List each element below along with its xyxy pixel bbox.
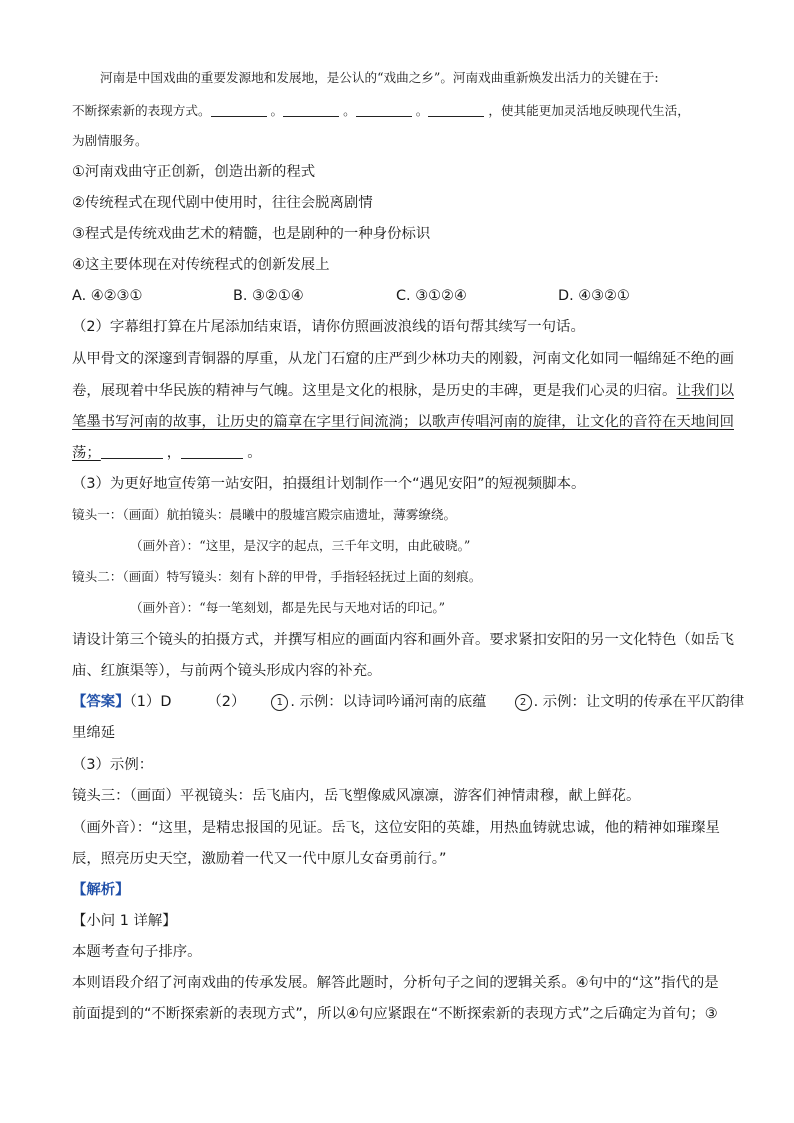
blank-sep-1: 。 — [270, 103, 284, 118]
analysis-line-2: 本则语段介绍了河南戏曲的传承发展。解答此题时，分析句子之间的逻辑关系。④句中的“这”指代的是 — [72, 975, 719, 991]
passage-line-1: 河南是中国戏曲的重要发源地和发展地，是公认的“戏曲之乡”。河南戏曲重新焕发出活力的关键在于: — [100, 70, 659, 85]
q3-shot-1: 镜头一：（画面）航拍镜头：晨曦中的殷墟宫殿宗庙遗址，薄雾缭绕。 — [72, 507, 457, 522]
answer-marker-2: 2 — [515, 694, 532, 711]
blank-sep-3: 。 — [415, 103, 429, 118]
q2-prompt: （2）字幕组打算在片尾添加结束语，请你仿照画波浪线的语句帮其续写一句话。 — [72, 319, 585, 335]
q2-paragraph-1: 从甲骨文的深邃到青铜器的厚重，从龙门石窟的庄严到少林功夫的刚毅，河南文化如同一幅绵延不绝的画 — [72, 351, 734, 367]
q3-shot-1-voiceover: （画外音）：“这里，是汉字的起点，三千年文明，由此破晓。” — [130, 538, 471, 553]
answer-marker-1: 1 — [271, 694, 288, 711]
blank-2 — [283, 102, 339, 117]
q2-blank-2 — [181, 444, 243, 459]
q2-blank-end: 。 — [247, 445, 262, 461]
answer-q3-label: （3）示例： — [72, 757, 154, 773]
analysis-subheading: 【小问 1 详解】 — [72, 913, 177, 929]
q2-paragraph-2-text: 卷，展现着中华民族的精神与气魄。这里是文化的根脉，是历史的丰碑，更是我们心灵的归宿。 — [72, 383, 677, 399]
answer-q2-label: （2） — [207, 694, 246, 710]
q2-paragraph-4 — [72, 443, 262, 463]
option-a: A. ④②③① — [72, 288, 143, 304]
sentence-4: ④这主要体现在对传统程式的创新发展上 — [72, 257, 330, 273]
answer-line-1 — [72, 692, 744, 712]
sentence-2: ②传统程式在现代剧中使用时，往往会脱离剧情 — [72, 195, 373, 211]
q3-prompt: （3）为更好地宣传第一站安阳，拍摄组计划制作一个“遇见安阳”的短视频脚本。 — [72, 476, 586, 492]
answer-q2-part-1: . 示例：以诗词吟诵河南的底蕴 — [290, 694, 487, 710]
q3-shot-2: 镜头二：（画面）特写镜头：刻有卜辞的甲骨，手指轻轻抚过上面的刻痕。 — [72, 569, 482, 584]
sentence-3: ③程式是传统戏曲艺术的精髓，也是剧种的一种身份标识 — [72, 226, 431, 242]
option-d: D. ④③②① — [558, 288, 630, 304]
blank-3 — [356, 102, 412, 117]
answer-q2-part-2: . 示例：让文明的传承在平仄韵律 — [533, 694, 745, 710]
answer-voiceover-1: （画外音）：“这里，是精忠报国的见证。岳飞，这位安阳的英雄，用热血铸就忠诚，他的精神如璀璨星 — [72, 820, 720, 836]
q3-requirement-2: 庙、红旗渠等），与前两个镜头形成内容的补充。 — [72, 663, 382, 679]
analysis-line-3: 前面提到的“不断探索新的表现方式”，所以④句应紧跟在“不断探索新的表现方式”之后确定为首句；③ — [72, 1006, 718, 1022]
q2-blank-1 — [101, 444, 163, 459]
blank-1 — [211, 102, 267, 117]
q3-requirement-1: 请设计第三个镜头的拍摄方式，并撰写相应的画面内容和画外音。要求紧扣安阳的另一文化特色（如岳飞 — [72, 632, 734, 648]
q3-shot-2-voiceover: （画外音）：“每一笔刻划，都是先民与天地对话的印记。” — [130, 600, 446, 615]
options-row — [72, 286, 722, 306]
option-b: B. ③②①④ — [233, 288, 304, 304]
answer-q2-continued: 里绵延 — [72, 725, 116, 741]
q2-blank-sep: ， — [166, 445, 182, 461]
q2-wavy-end: 荡； — [72, 445, 101, 461]
answer-shot-3: 镜头三：（画面）平视镜头：岳飞庙内，岳飞塑像威风凛凛，游客们神情肃穆，献上鲜花。 — [72, 788, 641, 804]
q2-wavy-sentence: 笔墨书写河南的故事，让历史的篇章在字里行间流淌；以歌声传唱河南的旋律，让文化的音符在天地间回 — [72, 414, 734, 430]
q2-wavy-start: 让我们以 — [676, 383, 734, 399]
answer-voiceover-2: 辰，照亮历史天空，激励着一代又一代中原儿女奋勇前行。” — [72, 851, 447, 867]
option-c: C. ③①②④ — [396, 288, 467, 304]
blank-4 — [428, 102, 484, 117]
answer-label: 【答案】 — [72, 694, 130, 710]
passage-line-2-start: 不断探索新的表现方式。 — [72, 103, 211, 118]
q2-paragraph-2 — [72, 381, 734, 401]
analysis-line-1: 本题考查句子排序。 — [72, 944, 202, 960]
passage-line-3: 为剧情服务。 — [72, 133, 148, 148]
passage-line-2 — [72, 101, 690, 121]
blank-sep-2: 。 — [343, 103, 356, 118]
passage-line-2-end: ，使其能更加灵活地反映现代生活， — [488, 103, 690, 118]
analysis-label: 【解析】 — [72, 882, 130, 898]
sentence-1: ①河南戏曲守正创新，创造出新的程式 — [72, 164, 316, 180]
answer-q1: （1）D — [129, 694, 172, 710]
